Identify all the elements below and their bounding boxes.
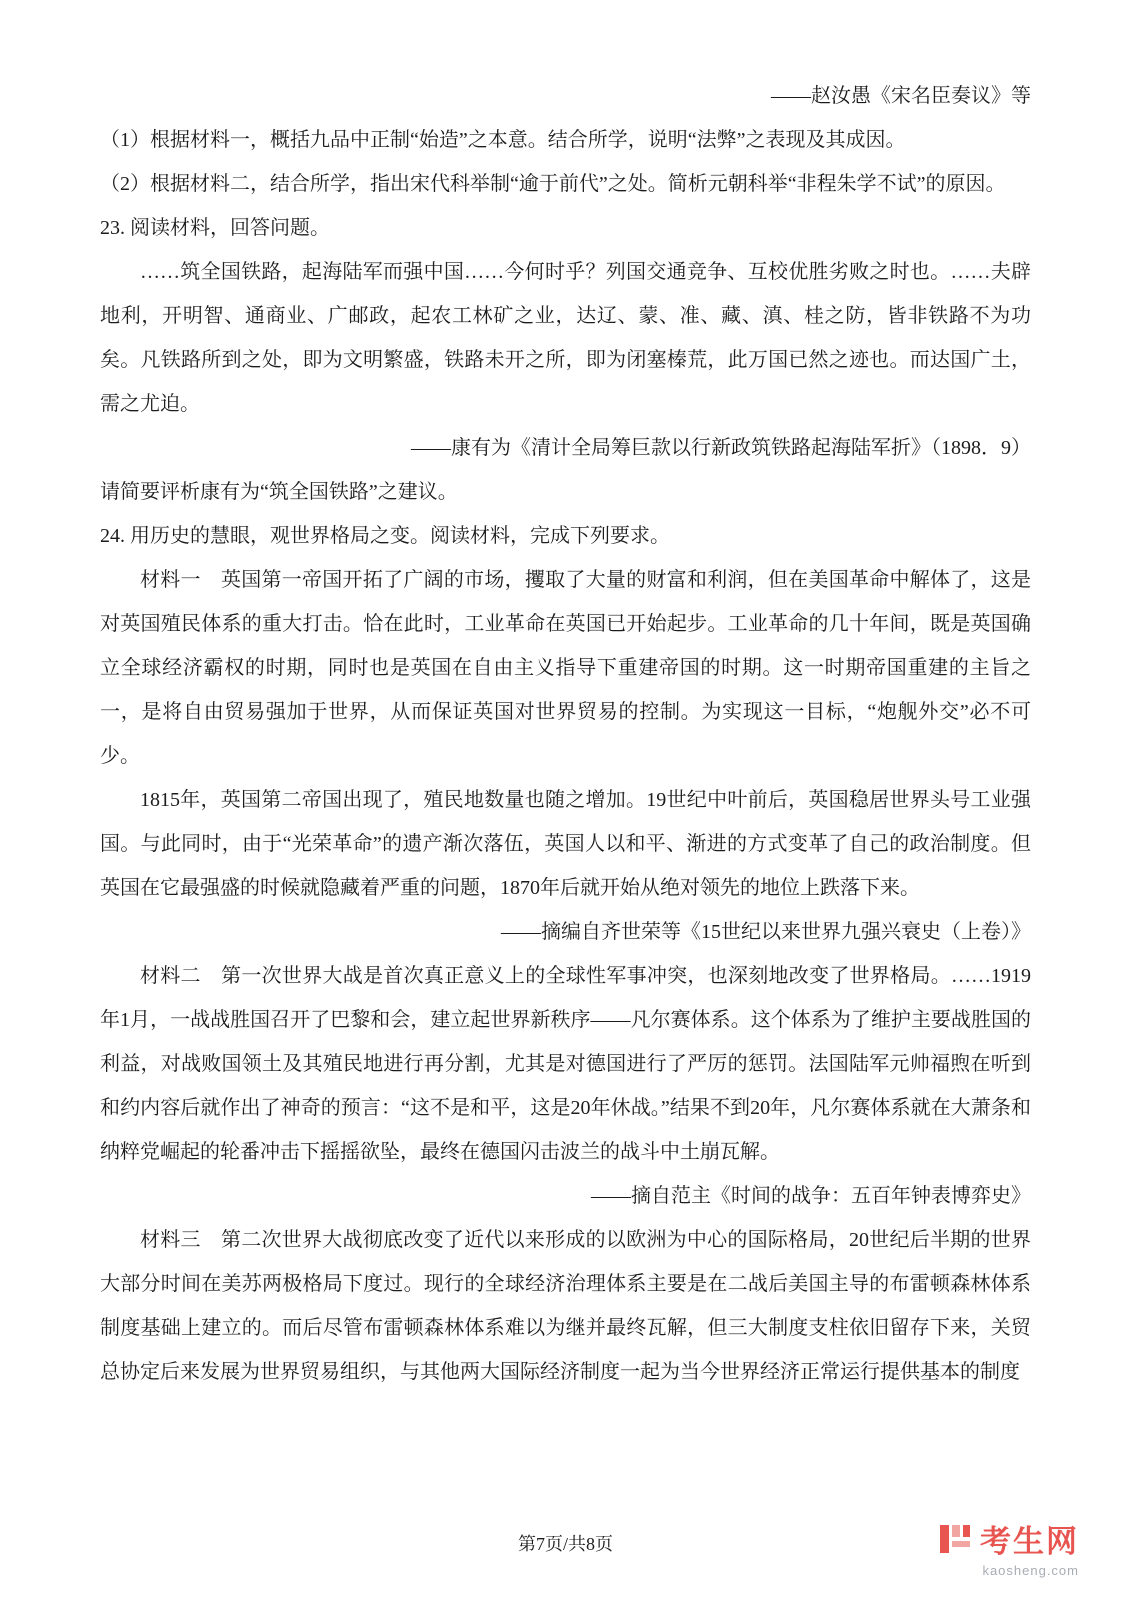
question-23-heading: 23. 阅读材料，回答问题。 bbox=[100, 217, 330, 239]
watermark-brand-text: 考生网 bbox=[980, 1524, 1079, 1559]
page-number: 第7页/共8页 bbox=[517, 1534, 613, 1554]
kaosheng-logo-icon bbox=[937, 1521, 973, 1557]
watermark-row bbox=[937, 1516, 1079, 1561]
question-24-heading: 24. 用历史的慧眼，观世界格局之变。阅读材料，完成下列要求。 bbox=[100, 525, 670, 547]
watermark-domain-text: kaosheng.com bbox=[982, 1563, 1079, 1578]
document-body bbox=[100, 74, 1031, 1394]
question-23-task: 请简要评析康有为“筑全国铁路”之建议。 bbox=[100, 481, 458, 503]
question-23-material: ……筑全国铁路，起海陆军而强中国……今何时乎？列国交通竞争、互校优胜劣败之时也。……夫辟地利，开明智、通商业、广邮政，起农工林矿之业，达辽、蒙、准、藏、滇、桂之防，皆非铁路不为功矣。凡铁路所到之处，即为文明繁盛，铁路未开之所，即为闭塞榛荒，此万国已然之迹也。而达国广土，需之尤迫。 bbox=[100, 261, 1031, 415]
kaosheng-watermark bbox=[937, 1516, 1079, 1578]
material-1: 材料一 英国第一帝国开拓了广阔的市场，攫取了大量的财富和利润，但在美国革命中解体了，这是对英国殖民体系的重大打击。恰在此时，工业革命在英国已开始起步。工业革命的几十年间，既是英国确立全球经济霸权的时期，同时也是英国在自由主义指导下重建帝国的时期。这一时期帝国重建的主旨之一，是将自由贸易强加于世界，从而保证英国对世界贸易的控制。为实现这一目标，“炮舰外交”必不可少。 bbox=[100, 569, 1031, 767]
material-3: 材料三 第二次世界大战彻底改变了近代以来形成的以欧洲为中心的国际格局，20世纪后半期的世界大部分时间在美苏两极格局下度过。现行的全球经济治理体系主要是在二战后美国主导的布雷顿森林体系制度基础上建立的。而后尽管布雷顿森林体系难以为继并最终瓦解，但三大制度支柱依旧留存下来，关贸总协定后来发展为世界贸易组织，与其他两大国际经济制度一起为当今世界经济正常运行提供基本的制度 bbox=[100, 1229, 1031, 1383]
attribution-kangyouwei: ——康有为《清计全局筹巨款以行新政筑铁路起海陆军折》（1898．9） bbox=[411, 437, 1031, 459]
question-2: （2）根据材料二，结合所学，指出宋代科举制“逾于前代”之处。简析元朝科举“非程朱学不试”的原因。 bbox=[100, 173, 1006, 195]
question-1: （1）根据材料一，概括九品中正制“始造”之本意。结合所学，说明“法弊”之表现及其成因。 bbox=[100, 129, 906, 151]
attribution-zhaoruyu: ——赵汝愚《宋名臣奏议》等 bbox=[771, 85, 1031, 107]
attribution-fanzhu: ——摘自范主《时间的战争：五百年钟表博弈史》 bbox=[591, 1185, 1031, 1207]
material-1-para-2: 1815年，英国第二帝国出现了，殖民地数量也随之增加。19世纪中叶前后，英国稳居世界头号工业强国。与此同时，由于“光荣革命”的遗产渐次落伍，英国人以和平、渐进的方式变革了自己的政治制度。但英国在它最强盛的时候就隐藏着严重的问题，1870年后就开始从绝对领先的地位上跌落下来。 bbox=[100, 789, 1031, 899]
attribution-qishirong: ——摘编自齐世荣等《15世纪以来世界九强兴衰史（上卷）》 bbox=[501, 921, 1031, 943]
material-2: 材料二 第一次世界大战是首次真正意义上的全球性军事冲突，也深刻地改变了世界格局。……1919年1月，一战战胜国召开了巴黎和会，建立起世界新秩序——凡尔赛体系。这个体系为了维护主要战胜国的利益，对战败国领土及其殖民地进行再分割，尤其是对德国进行了严厉的惩罚。法国陆军元帅福煦在听到和约内容后就作出了神奇的预言：“这不是和平，这是20年休战。”结果不到20年，凡尔赛体系就在大萧条和纳粹党崛起的轮番冲击下摇摇欲坠，最终在德国闪击波兰的战斗中土崩瓦解。 bbox=[100, 965, 1031, 1163]
